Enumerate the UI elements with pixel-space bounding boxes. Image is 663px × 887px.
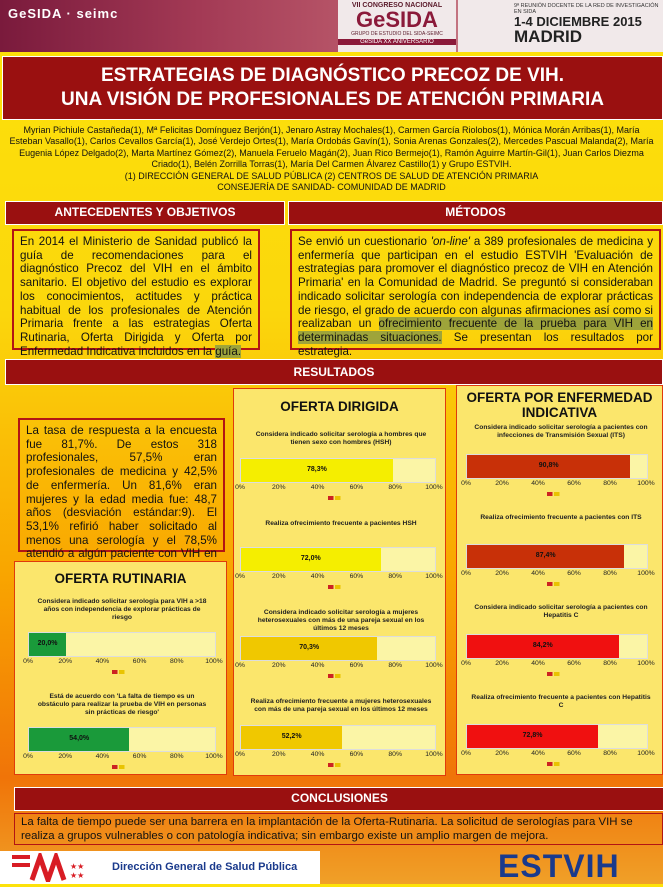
chart-bar — [240, 725, 436, 750]
chart-legend — [328, 763, 346, 767]
authors: Myrian Pichiule Castañeda(1), Mª Felicitas Domínguez Berjón(1), Jenaro Astray Mochales(1), Carmen García Riolobos(1), Mónica Morán Arribas(1), María Esteban Vasallo(1), Carlos Cevallos García(1), José Verdejo Ortes(1), María Ordobás Gavín(1), Sonia Arenas Gonzales(2), Mercedes Pascual Malanda(2), María Eugenia López Delgado(2), Marta Martínez Gómez(2), Manuela Feruelo Magán(2), Juan Rico Bermejo(1), Ramón Aguirre Martín-Gil(1), Juan Carlos Diezma Criado(1), Belén Zorrilla Torras(1), María Del Carmen Álvarez Castillo(1) y Grupo ESTVIH. — [9, 125, 654, 170]
metodos-body-c: Se presentan los resultados por estrategia. — [298, 330, 653, 358]
oferta_rutinaria-title: OFERTA RUTINARIA — [54, 571, 187, 586]
chart-tick-label: 100% — [425, 484, 443, 491]
oferta-enfermedad-panel — [456, 385, 663, 775]
chart-tick-label: 100% — [637, 660, 655, 667]
chart-tick-label: 60% — [349, 751, 364, 758]
antecedentes-body: En 2014 el Ministerio de Sanidad publicó la guía de recomendaciones para el diagnóstico Precoz del VIH en el ámbito sanitario. El objetivo del estudio es explorar los conocimientos, actitudes y práctica habitual de los profesionales de Atención Primaria frente a las estrategias Oferta Rutinaria, Oferta Dirigida y Oferta por Enfermedad Indicativa incluidos en la — [20, 235, 252, 358]
metodos-online: 'on-line' — [430, 235, 470, 248]
chart-legend — [112, 765, 130, 769]
chart-tick-label: 60% — [567, 570, 581, 577]
chart-legend — [547, 492, 565, 496]
chart-tick-label: 0% — [23, 658, 33, 665]
metodos-text — [290, 229, 661, 358]
chart-tick-label: 60% — [567, 480, 581, 487]
chart-tick-label: 80% — [603, 750, 617, 757]
chart-tick-label: 80% — [388, 662, 402, 669]
chart-tick-label: 100% — [425, 751, 443, 758]
chart-tick-label: 100% — [205, 753, 223, 760]
chart-tick-label: 60% — [349, 662, 364, 669]
chart-legend — [328, 496, 346, 500]
oferta-dirigida-panel — [233, 388, 446, 776]
chart-axis-ticks — [461, 570, 655, 579]
conclusiones-header: CONCLUSIONES — [14, 787, 663, 811]
metodos-body-a: Se envió un cuestionario — [298, 235, 431, 248]
metodos-header: MÉTODOS — [288, 201, 663, 225]
chart-bar — [240, 458, 436, 483]
chart-tick-label: 80% — [388, 751, 402, 758]
meeting-top: 9ª REUNIÓN DOCENTE DE LA RED DE INVESTIGACIÓN EN SIDA — [514, 3, 659, 15]
chart-bar-label: 52,2% — [281, 733, 302, 740]
chart-tick-label: 20% — [495, 480, 509, 487]
chart-bar — [240, 547, 436, 572]
chart-tick-label: 80% — [603, 660, 617, 667]
chart-bar — [466, 544, 648, 569]
chart-tick-label: 20% — [495, 750, 509, 757]
chart-bar — [28, 727, 216, 752]
affiliations-2: CONSEJERÍA DE SANIDAD- COMUNIDAD DE MADRID — [217, 182, 446, 193]
metodos-highlight: ofrecimiento frecuente de la prueba para VIH en determinadas situaciones. — [298, 317, 653, 344]
chart-question: Considera indicado solicitar serología a pacientes con Hepatitis C — [474, 604, 648, 619]
chart-tick-label: 80% — [388, 484, 402, 491]
chart-tick-label: 100% — [637, 480, 655, 487]
chart-axis-ticks — [235, 484, 443, 493]
chart-tick-label: 40% — [531, 480, 545, 487]
svg-text:★★: ★★ — [70, 862, 85, 871]
chart-question: Realiza ofrecimiento frecuente a pacientes con ITS — [480, 514, 642, 521]
chart-legend — [547, 762, 565, 766]
chart-tick-label: 60% — [567, 660, 581, 667]
chart-bar-label: 87,4% — [535, 552, 556, 559]
resultados-header: RESULTADOS — [5, 359, 663, 385]
chart-tick-label: 80% — [603, 480, 617, 487]
chart-question: Está de acuerdo con 'La falta de tiempo es un obstáculo para realizar la prueba de VIH en personas sin prácticas de riesgo' — [37, 693, 207, 716]
congress-sub: GRUPO DE ESTUDIO DEL SIDA-SEIMC — [351, 31, 443, 37]
chart-tick-label: 40% — [310, 662, 325, 669]
chart-tick-label: 40% — [310, 484, 325, 491]
chart-question: Considera indicado solicitar serología a hombres que tienen sexo con hombres (HSH) — [255, 431, 427, 446]
estvih-logo: ESTVIH — [498, 848, 620, 884]
footer-dgsp: Dirección General de Salud Pública — [112, 861, 298, 873]
title-line-1: ESTRATEGIAS DE DIAGNÓSTICO PRECOZ DE VIH. — [100, 65, 565, 86]
congress-banner — [0, 0, 663, 52]
metodos-body-b: a 389 profesionales de medicina y enfermería que participan en el estudio ESTVIH 'Evaluación de estrategias para promover el diagnóstico precoz de VIH en Atención Primaria' en la Comunidad de Madrid. Se preguntó si consideraban indicado solicitar serología con independencia de explorar prácticas de riesgo, el grado de acuerdo con algunas afirmaciones así como si realizaban un — [298, 235, 653, 331]
chart-tick-label: 0% — [235, 484, 245, 491]
chart-bar — [28, 632, 216, 657]
congress-logo — [338, 0, 456, 52]
chart-tick-label: 100% — [637, 750, 655, 757]
chart-axis-ticks — [23, 753, 223, 762]
chart-axis-ticks — [23, 658, 223, 667]
chart-bar — [240, 636, 436, 661]
meeting-city: MADRID — [514, 27, 582, 46]
chart-tick-label: 0% — [461, 480, 471, 487]
chart-tick-label: 100% — [425, 662, 443, 669]
chart-tick-label: 20% — [271, 662, 286, 669]
chart-question: Considera indicado solicitar serología a pacientes con infecciones de Transmisión Sexual (ITS) — [474, 424, 648, 439]
chart-tick-label: 40% — [310, 573, 325, 580]
chart-question: Considera indicado solicitar serología para VIH a >18 años con independencia de explorar prácticas de riesgo — [37, 598, 207, 621]
poster-title — [3, 64, 662, 112]
chart-tick-label: 20% — [495, 660, 509, 667]
chart-legend — [547, 672, 565, 676]
chart-tick-label: 20% — [58, 658, 72, 665]
antecedentes-header: ANTECEDENTES Y OBJETIVOS — [5, 201, 285, 225]
poster-title-box — [2, 56, 663, 120]
footer-left — [0, 851, 320, 884]
chart-tick-label: 40% — [531, 570, 545, 577]
resultados-text: La tasa de respuesta a la encuesta fue 81,7%. De estos 318 profesionales, 57,5% eran profesionales de medicina y 42,5% de enfermería. Un 81,6% eran mujeres y la edad media fue: 48,7 años (desviación estándar:9). El 53,1% refirió haber solicitado al menos una serología y el 78,5% atendió a algún paciente con VIH en — [18, 418, 225, 552]
chart-bar-label: 72,8% — [522, 732, 543, 739]
chart-tick-label: 0% — [235, 751, 245, 758]
comunidad-madrid-logo — [10, 853, 92, 882]
svg-text:★★: ★★ — [70, 871, 85, 880]
chart-legend — [328, 674, 346, 678]
chart-bar-label: 70,3% — [299, 644, 320, 651]
chart-legend — [328, 585, 346, 589]
chart-question: Realiza ofrecimiento frecuente a mujeres heterosexuales con más de una pareja sexual en los últimos 12 meses — [250, 698, 432, 713]
chart-tick-label: 40% — [310, 751, 325, 758]
chart-bar — [466, 724, 648, 749]
chart-tick-label: 80% — [603, 570, 617, 577]
chart-tick-label: 60% — [132, 658, 147, 665]
title-line-2: UNA VISIÓN DE PROFESIONALES DE ATENCIÓN PRIMARIA — [61, 89, 604, 110]
chart-tick-label: 100% — [425, 573, 443, 580]
chart-tick-label: 80% — [169, 753, 184, 760]
chart-tick-label: 0% — [235, 662, 245, 669]
chart-tick-label: 60% — [349, 573, 364, 580]
chart-tick-label: 80% — [169, 658, 184, 665]
chart-tick-label: 0% — [461, 570, 471, 577]
chart-tick-label: 40% — [531, 750, 545, 757]
oferta_dirigida-title: OFERTA DIRIGIDA — [280, 399, 399, 414]
congress-anniversary: GeSIDA XX ANIVERSARIO — [338, 39, 456, 45]
chart-tick-label: 20% — [495, 570, 509, 577]
chart-tick-label: 60% — [567, 750, 581, 757]
chart-bar-label: 72,0% — [300, 555, 321, 562]
chart-tick-label: 20% — [271, 484, 286, 491]
chart-bar-label: 20,0% — [37, 640, 58, 647]
chart-axis-ticks — [235, 751, 443, 760]
chart-tick-label: 100% — [205, 658, 223, 665]
chart-question: Considera indicado solicitar serología a mujeres heterosexuales con más de una pareja sexual en los últimos 12 meses — [257, 609, 425, 632]
conclusiones-text: La falta de tiempo puede ser una barrera en la implantación de la Oferta-Rutinaria. La solicitud de serologías para VIH se realiza a grupos vulnerables o con patología indicativa; sin embargo existe un amplio margen de mejora. — [14, 813, 663, 845]
congress-top: VII CONGRESO NACIONAL — [351, 2, 443, 9]
chart-legend — [112, 670, 130, 674]
chart-tick-label: 100% — [637, 570, 655, 577]
chart-tick-label: 60% — [349, 484, 364, 491]
chart-axis-ticks — [461, 480, 655, 489]
antecedentes-text — [12, 229, 260, 358]
chart-tick-label: 0% — [235, 573, 245, 580]
meeting-dates: 1-4 DICIEMBRE 2015 — [514, 14, 642, 29]
chart-tick-label: 40% — [95, 658, 110, 665]
chart-bar-label: 78,3% — [307, 466, 327, 473]
congress-name: GeSIDA — [356, 7, 438, 32]
chart-tick-label: 40% — [95, 753, 110, 760]
chart-tick-label: 80% — [388, 573, 402, 580]
oferta_enfermedad-title: OFERTA POR ENFERMEDAD INDICATIVA — [466, 390, 653, 420]
chart-tick-label: 60% — [132, 753, 147, 760]
antecedentes-highlight: guía. — [215, 344, 242, 358]
chart-bar — [466, 634, 648, 659]
oferta-rutinaria-panel — [14, 561, 227, 775]
chart-bar-label: 90,8% — [538, 462, 559, 469]
chart-question: Realiza ofrecimiento frecuente a pacientes HSH — [265, 520, 417, 527]
chart-bar-label: 84,2% — [532, 642, 553, 649]
chart-tick-label: 20% — [271, 573, 286, 580]
chart-bar-label: 54,0% — [69, 735, 90, 742]
chart-axis-ticks — [461, 660, 655, 669]
affiliations-1: (1) DIRECCIÓN GENERAL DE SALUD PÚBLICA (2) CENTROS DE SALUD DE ATENCIÓN PRIMARIA — [124, 170, 539, 181]
chart-tick-label: 0% — [461, 660, 471, 667]
banner-left-logo: GeSIDA · seimc — [8, 6, 119, 21]
chart-axis-ticks — [235, 573, 443, 582]
authors-block — [6, 125, 657, 193]
chart-tick-label: 40% — [531, 660, 545, 667]
chart-legend — [547, 582, 565, 586]
chart-tick-label: 0% — [23, 753, 33, 760]
chart-axis-ticks — [461, 750, 655, 759]
chart-bar — [466, 454, 648, 479]
chart-tick-label: 20% — [271, 751, 286, 758]
meeting-info — [458, 0, 663, 52]
chart-axis-ticks — [235, 662, 443, 671]
chart-tick-label: 0% — [461, 750, 471, 757]
chart-tick-label: 20% — [58, 753, 72, 760]
chart-question: Realiza ofrecimiento frecuente a pacientes con Hepatitis C — [471, 694, 651, 709]
